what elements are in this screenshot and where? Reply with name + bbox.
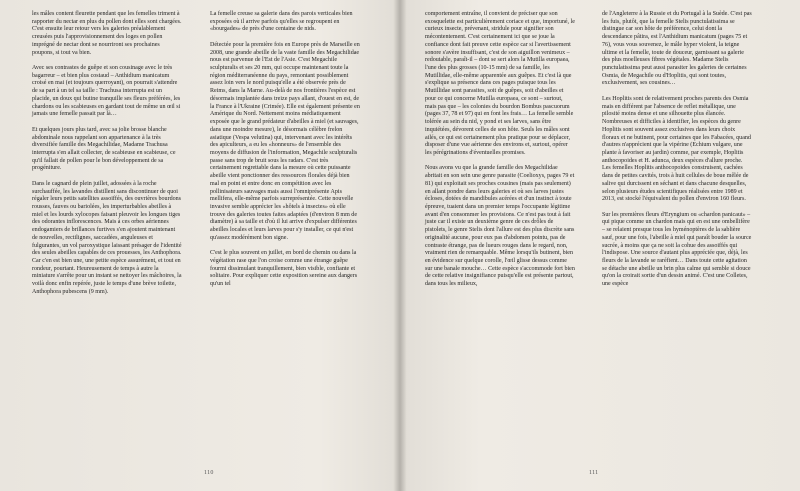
right-column-1	[425, 11, 575, 297]
paragraph: Sur les premières fleurs d'Eryngium ou «chardon panicaut» – qui pique comme un chardon mais qui en est une ombellifère – se relaient presque tous les hyménoptères de la sablière sauf, pour une fois, l'abeille à miel qui paraît bouder la source sucrée, à moins que ça ne soit la cohue des assoiffés qui l'indispose. Une source d'autant plus appréciée que, déjà, les fleurs de la lavande se raréfient… Dans toute cette agitation se détache une abeille un brin plus calme qui semble si douce qu'on la croirait sortie d'un dessin animé. C'est une Colletes, une espèce	[602, 211, 752, 288]
paragraph: Les Hoplitis sont de relativement proches parents des Osmia mais en différent par l'absence de reflet métallique, une pilosité moins dense et une silhouette plus élancée. Nombreuses et difficiles à identifier, les espèces du genre Hoplitis sont souvent assez exclusives dans leurs choix floraux et ne butinent, pour certaines que les Fabacées, quand d'autres n'apprécient que la vipérine (Echium vulgare, une plante à favoriser au jardin) comme, par exemple, Hoplitis anthocopoides et H. adunca, deux espèces d'allure proche. Les femelles Hoplitis anthocopoides construisent, cachées dans de petites cavités, trois à huit cellules de boue mêlée de salive qui durcissent en séchant et dans chacune desquelles, selon plusieurs études scientifiques réalisées entre 1989 et 2013, est stocké l'équivalent du pollen d'environ 160 fleurs.	[602, 95, 751, 203]
paragraph: Et quelques jours plus tard, avec sa jolie brosse blanche abdominale nous rappelant son appartenance à la très diversifiée famille des Megachilidae, Madame Trachusa interrupta s'en allait collecter, de scabieuse en scabieuse, ce qu'il fallait de pollen pour le bon développement de sa progéniture.	[32, 126, 176, 172]
left-column-1	[32, 11, 182, 304]
book-gutter	[393, 0, 407, 491]
paragraph: Nous avons vu que la grande famille des Megachilidae abritait en son sein une genre parasite (Coelioxys, pages 79 et 81) qui exploitait ses proches cousines (mais pas seulement) en allant pondre dans leurs galeries et où ses larves justes écloses, dotées de mandibules acérées et d'un instinct à toute épreuve, tuaient dans un premier temps l'occupante légitime avant d'en consommer les provisions. Ce n'est pas tout à fait juste car il existe un deuxième genre de ces drôles de pistolets, le genre Stelis dont l'allure est des plus discrète sans originalité aucune, pour eux pas d'abdomen pointu, pas de contraste étrange, pas de lueurs rouges dans le regard, non, vraiment rien de remarquable. Même lorsqu'ils butinent, bien en évidence sur quelque corolle, l'œil glisse dessus comme sur une banale mouche… Cette espèce s'accommode fort bien de cette relative insignifiance puisqu'elle est présente partout, dans tous les milieux,	[425, 165, 575, 288]
paragraph: Avec ses contrastes de guêpe et son cousinage avec le très bagarreur – et bien plus costaud – Anthidium manicatum croisé en mai (et toujours querroyant), on pourrait s'attendre de sa part à un tel sa taille : Trachusa interrupta est un placide, un doux qui butine tranquille ses fleurs préférées, les chardons ou les scabieuses en gardant tout de même un œil si jamais une femelle passait par là…	[32, 65, 181, 118]
page-number-right: 111	[589, 470, 599, 476]
right-page	[400, 0, 800, 491]
left-column-2	[210, 11, 360, 297]
paragraph: Détectée pour la première fois en Europe près de Marseille en 2008, une grande abeille de la vaste famille des Megachilidae nous est parvenue de l'Est de l'Asie. C'est Megachile sculpturalis et ses 20 mm, qui occupe maintenant toute la région méditerranéenne du pays, remontant possiblement assez loin vers le nord puisqu'elle a été observée près de Reims, dans la Marne. Au-delà de nos frontières l'espèce est désormais implantée dans treize pays allant, d'ouest en est, de la France à l'Ukraine (Crimée). Elle est également présente en Amérique du Nord. Nettement moins médiatiquement exposée que le grand prédateur d'abeilles à miel (et sauvages, dans une moindre mesure), le désormais célèbre frelon asiatique (Vespa velutina) qui, intervenant avec les intérêts des apiculteurs, a eu les «honneurs» de l'ensemble des moyens de diffusion de l'information, Megachile sculpturalis passe sans trop de bruit sous les radars. C'est très certainement regrettable dans la mesure où cette puissante abeille vient ponctionner des ressources florales déjà bien mal en point et entre donc en compétition avec les pollinisateurs sauvages mais aussi l'omniprésente Apis mellifera, elle-même parfois surreprésentée. Cette nouvelle invasive semble apprécier les «hôtels à insectes» où elle trouve des galeries toutes faites adaptées (d'environ 8 mm de diamètre) à sa taille et d'où il lui arrive d'expulser différentes abeilles locales et leurs larves pour s'y installer, ce qui n'est qu'assez modérément bon signe.	[210, 41, 360, 241]
page-number-left: 110	[204, 470, 214, 476]
paragraph: de l'Angleterre à la Russie et du Portugal à la Suède. C'est pas les fuis, plutôt, que la femelle Stelis punctulatissima se distingue car son hôte de préférence, celui dont la descendance pâtira, est l'Anthidium manicatum (pages 75 et 76), vous vous souvenez, le mâle hyper violent, la teigne ultime et la femelle, toute de douceur, garnissant sa galerie des plus moelleuses fibres végétales. Madame Stelis punctulatissima peut aussi parasiter les galeries de certaines Osmia, de Megachile ou d'Hoplitis, qui sont toutes, exclusivement, ses cousines…	[602, 11, 752, 87]
paragraph: C'est le plus souvent en juillet, en bord de chemin ou dans la végétation rase que l'on croise comme une étrange guêpe fourmi dissimulant tranquillement, bien visible, confiante et solitaire. Pour expliquer cette exposition sereine aux dangers qu'un tel	[210, 250, 358, 288]
paragraph: Dans le cagnard de plein juillet, adossées à la roche surchauffée, les lavandes distillent sans discontinuer de quoi régaler leurs petits satellites assoiffés, des ouvrières bourdons rousses, fauves ou bariolées, les imperturbables abeilles à miel et les lourds xylocopes faisant pleuvoir les longues tiges des odorantes inflorescences. Mais à ces orbes aériennes endogamiers de brillances furtives s'en ajoutent maintenant de nouvelles, rectilignes, saccadées, anguleuses et fulgurantes, un vol paroxystique laissant présager de l'identité des seules abeilles capables de ces prouesses, les Anthophora. Car c'en est bien une, une petite espèce assurément, et tout en rondeur, pourtant. Heureusement de temps à autre la miniature s'arrête pour un instant se nettoyer les mâchoires, la voilà donc enfin repérée, juste le temps d'une brève toilette, Anthophora pubescens (9 mm).	[32, 180, 182, 295]
right-column-2	[602, 11, 752, 297]
paragraph: les mâles content fleurette pendant que les femelles triment à rapporter du nectar en plus du pollen dont elles sont chargées. C'est ensuite leur retour vers les galeries préalablement creusées puis l'approvisionnement des loges en pollen imprégné de nectar dont se nourriront ses prochaines poupons, si tout va bien.	[32, 11, 182, 56]
paragraph: La femelle creuse sa galerie dans des parois verticales bien exposées où il arrive parfois qu'elles se regroupent en «bourgades» de près d'une centaine de nids.	[210, 11, 353, 33]
paragraph: comportement entraîne, il convient de préciser que son exosquelette est particulièrement coriace et que, importuné, le curieux insecte, prévenant, stridule pour signifier son mécontentement. C'est certainement ici que se joue la confiance dont fait preuve cette espèce car si l'avertissement sonore s'avère insuffisant, c'est de son aiguillon venimeux – redoutable, paraît-il – dont se sert alors la Mutilla europaea, l'une des plus grosses (10-15 mm) de sa famille, les Mutillidae, elle-même apparentée aux guêpes. Et c'est là que s'explique sa présence dans ces pages puisque tous les Mutillidae sont parasites, soit de guêpes, soit d'abeilles et pour ce qui concerne Mutilla europaea, ce sont – surtout, mais pas que – les colonies du bourdon Bombus pascuorum (pages 37, 78 et 97) qui en font les frais… La femelle semble tolérée au sein du nid, y pond et ses larves, sans être inquiétées, dévorent celles de son hôte. Seuls les mâles sont ailés, ce qui est certainement plus pratique pour se déplacer, disposer d'une vue aérienne des environs et, surtout, opérer les pérégrinations d'éventuelles promises.	[425, 11, 575, 156]
